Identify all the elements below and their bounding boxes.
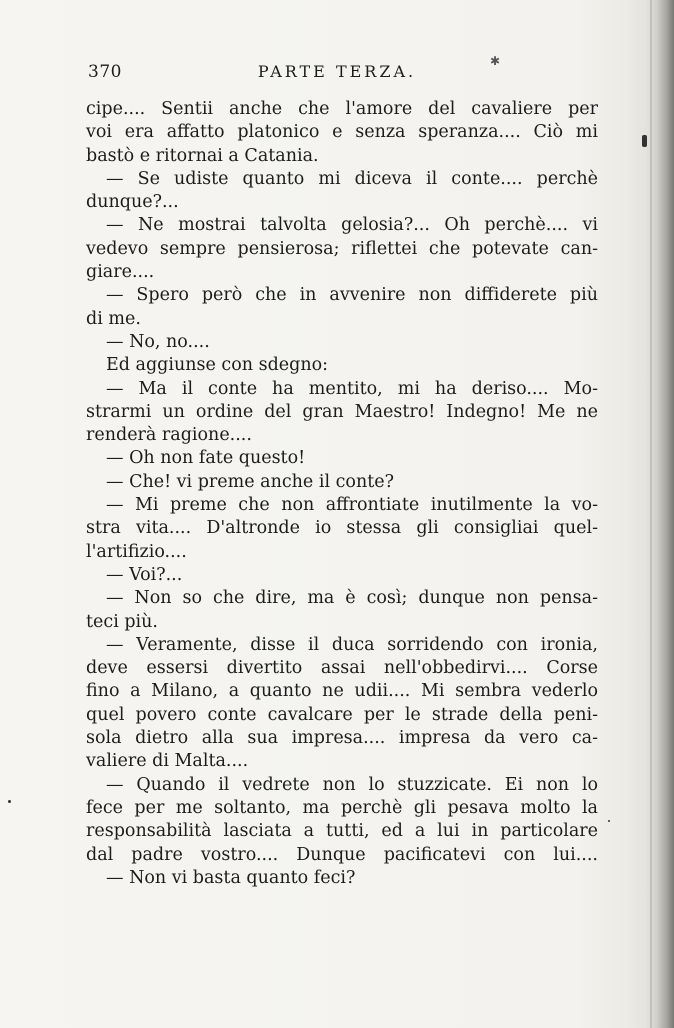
text-line: Ed aggiunse con sdegno: xyxy=(106,355,329,376)
body-text xyxy=(86,98,598,890)
page-header xyxy=(88,54,586,92)
text-line: — Ne mostrai talvolta gelosia?... Oh perchè.... vi xyxy=(106,215,598,236)
text-line: quel povero conte cavalcare per le strade della peni- xyxy=(86,704,598,725)
text-line: — No, no.... xyxy=(106,331,210,352)
text-line: — Non vi basta quanto feci? xyxy=(106,867,356,888)
text-line: — Quando il vedrete non lo stuzzicate. Ei non lo xyxy=(106,774,598,795)
text-line: vedevo sempre pensierosa; riflettei che potevate can- xyxy=(86,238,598,259)
text-line: cipe.... Sentii anche che l'amore del cavaliere per xyxy=(86,99,598,119)
text-line: — Veramente, disse il duca sorridendo con ironia, xyxy=(106,634,598,655)
text-line: valiere di Malta.... xyxy=(86,751,249,772)
text-line: — Voi?... xyxy=(106,564,183,585)
text-line: — Se udiste quanto mi diceva il conte.... perchè xyxy=(106,168,598,189)
ink-speck xyxy=(608,820,610,822)
text-line: renderà ragione.... xyxy=(86,425,252,446)
text-line: deve essersi divertito assai nell'obbedirvi.... Corse xyxy=(86,658,598,679)
text-line: responsabilità lasciata a tutti, ed a lui in particolare xyxy=(86,821,598,842)
text-line: dunque?... xyxy=(86,192,179,213)
text-line: voi era affatto platonico e senza speranza.... Ciò mi xyxy=(86,122,598,143)
text-line: l'artifizio.... xyxy=(86,541,187,562)
ink-speck xyxy=(642,135,647,147)
text-line: stra vita.... D'altronde io stessa gli consigliai quel- xyxy=(86,518,598,539)
text-line: — Ma il conte ha mentito, mi ha deriso.... Mo- xyxy=(106,378,598,399)
text-line: — Non so che dire, ma è così; dunque non pensa- xyxy=(106,588,598,609)
text-line: di me. xyxy=(86,308,141,329)
text-line: dal padre vostro.... Dunque pacificatevi con lui.... xyxy=(86,844,598,865)
text-line: fece per me soltanto, ma perchè gli pesava molto la xyxy=(86,797,598,818)
text-line: teci più. xyxy=(86,611,158,632)
text-line: sola dietro alla sua impresa.... impresa da vero ca- xyxy=(86,728,598,749)
ornament-icon: ✱ xyxy=(490,54,501,68)
running-title: PARTE TERZA. xyxy=(257,62,417,81)
text-line: — Mi preme che non affrontiate inutilmente la vo- xyxy=(106,495,598,516)
text-line: giare.... xyxy=(86,262,155,283)
text-line: fino a Milano, a quanto ne udii.... Mi sembra vederlo xyxy=(86,681,598,702)
text-line: strarmi un ordine del gran Maestro! Indegno! Me ne xyxy=(86,401,598,422)
page-edge-line xyxy=(650,0,652,1028)
page-number: 370 xyxy=(88,62,122,82)
text-line: — Che! vi preme anche il conte? xyxy=(106,471,394,492)
ink-speck xyxy=(8,800,11,803)
text-line: bastò e ritornai a Catania. xyxy=(86,145,319,166)
text-line: — Spero però che in avvenire non diffiderete più xyxy=(106,285,598,306)
text-line: — Oh non fate questo! xyxy=(106,448,306,469)
